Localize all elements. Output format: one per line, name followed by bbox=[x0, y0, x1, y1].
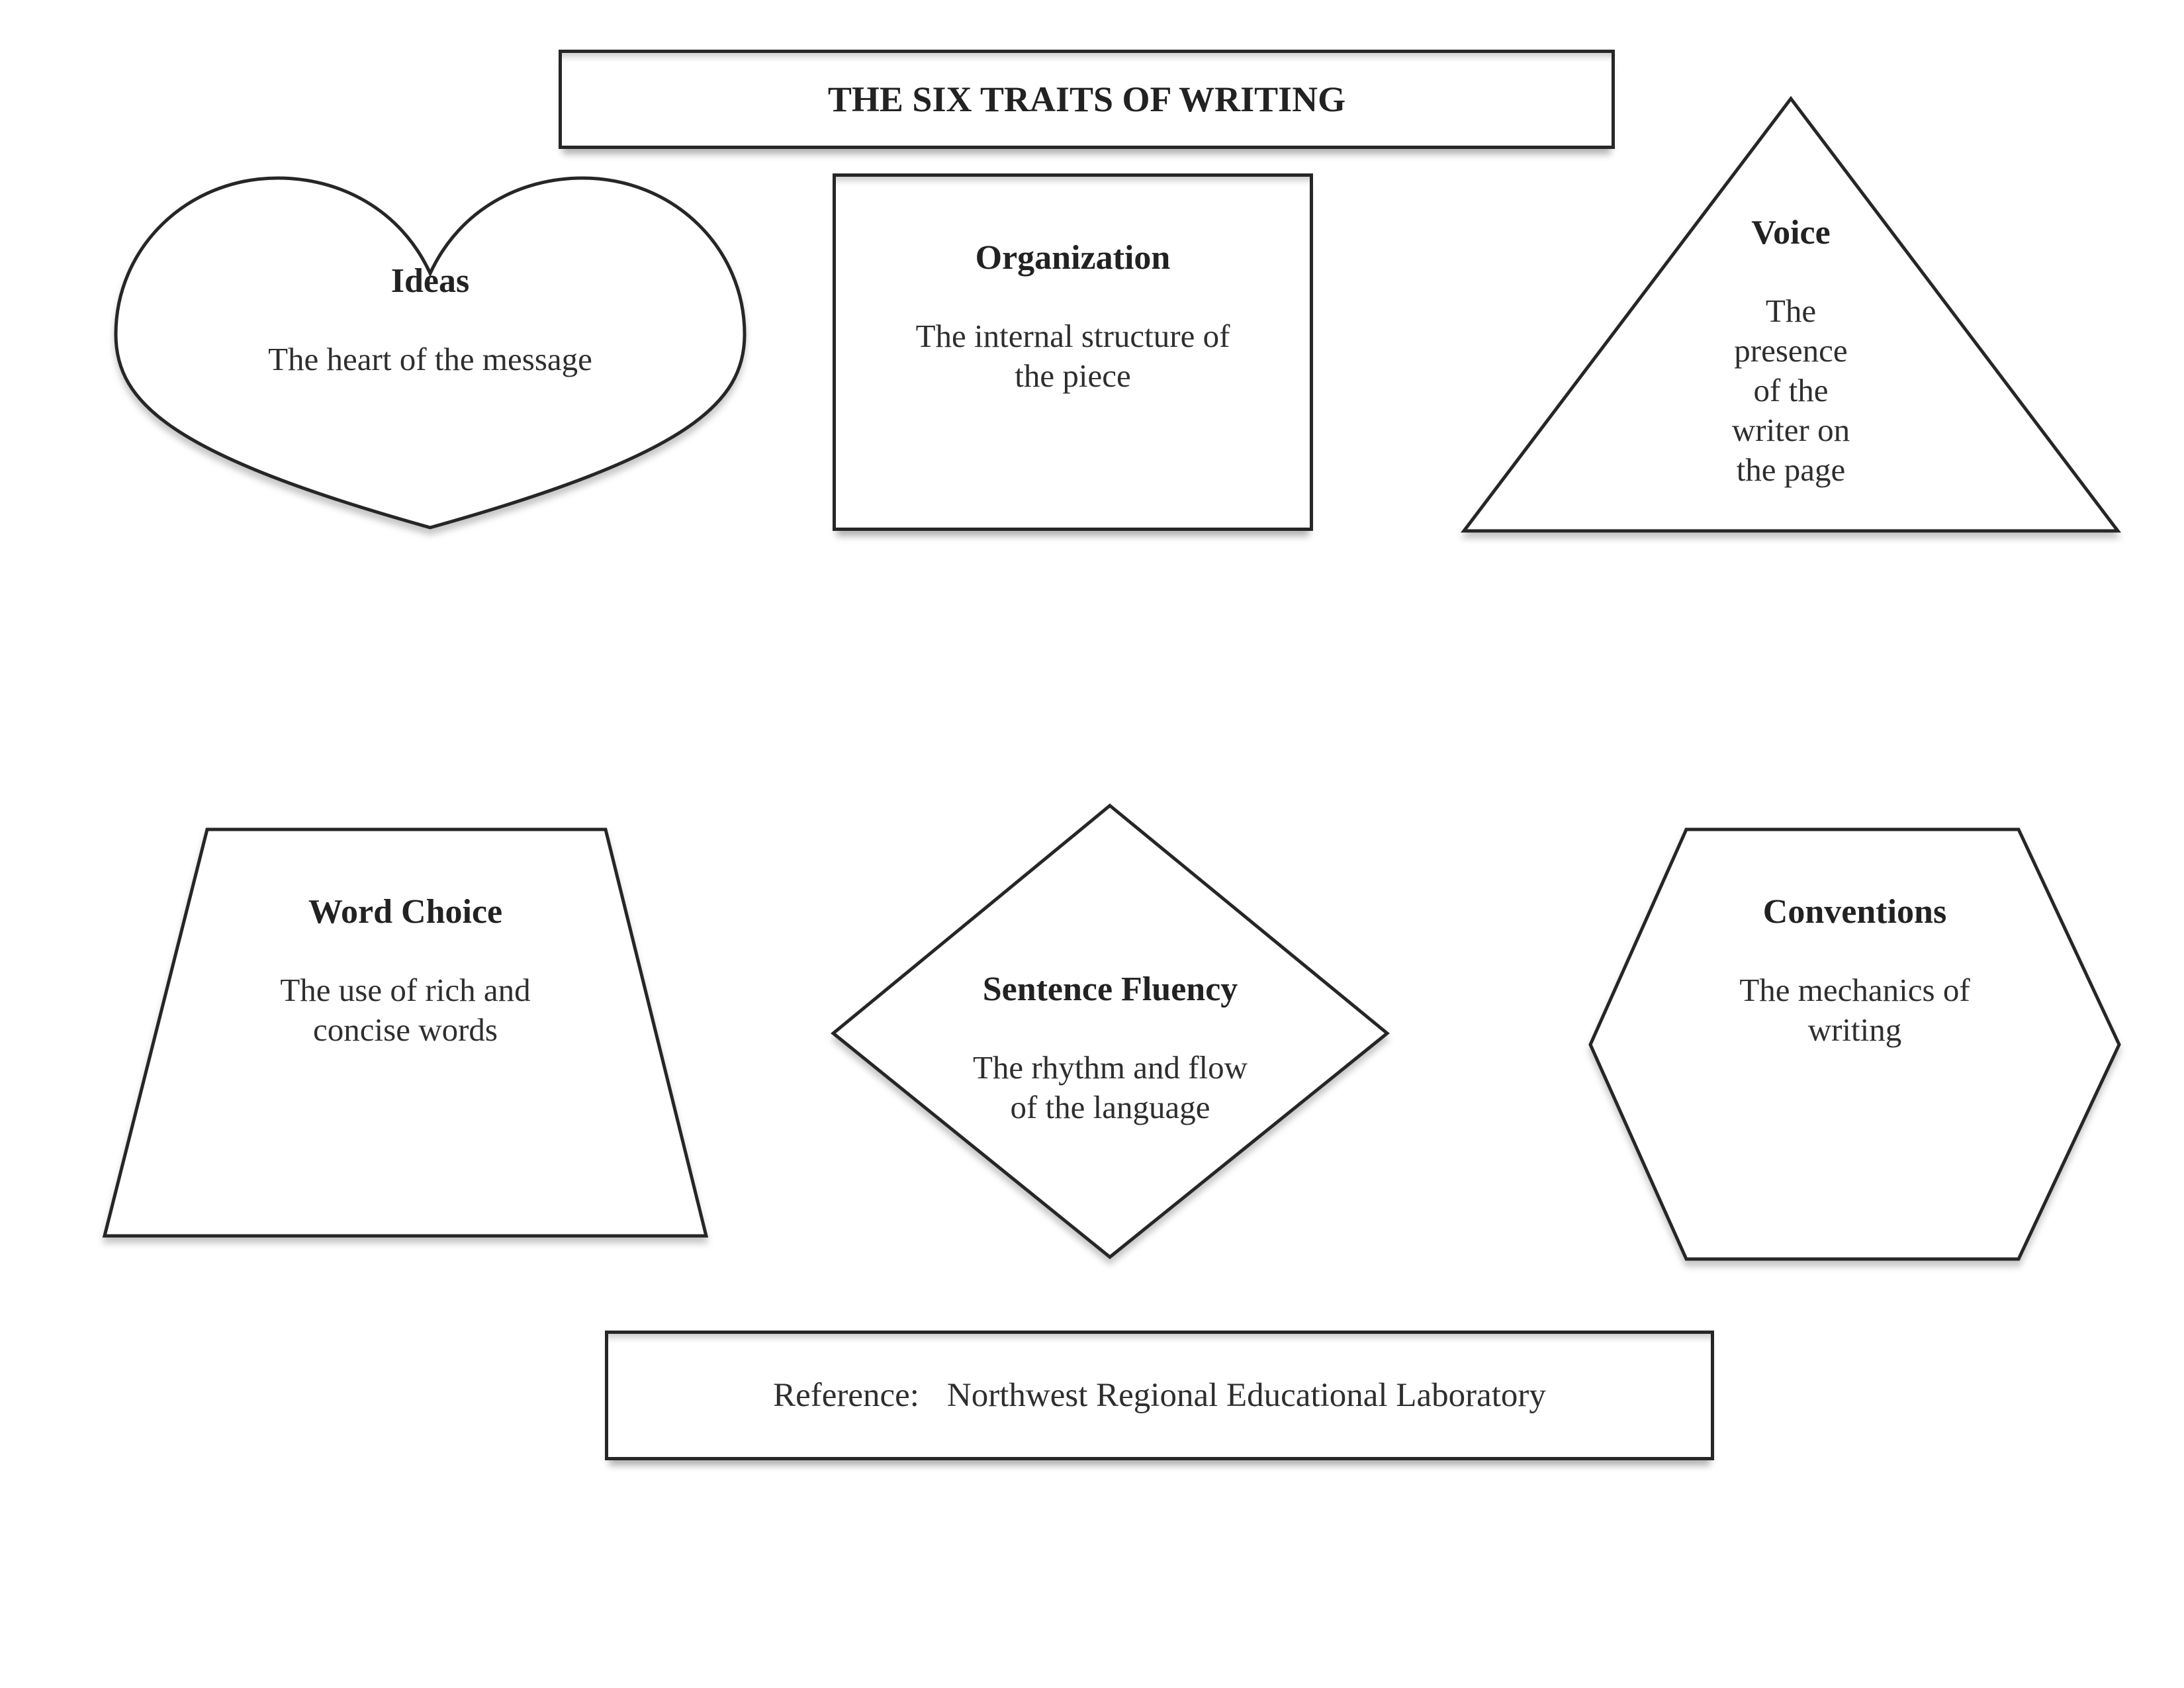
trait-organization-heading: Organization bbox=[975, 239, 1171, 277]
reference-source: Northwest Regional Educational Laboratory bbox=[946, 1377, 1546, 1414]
trait-sentence-fluency-line-2: of the language bbox=[1010, 1089, 1210, 1125]
reference-line bbox=[773, 1376, 1546, 1415]
trait-sentence-fluency bbox=[831, 803, 1390, 1260]
trait-ideas-heading: Ideas bbox=[390, 262, 470, 300]
trait-sentence-fluency-heading: Sentence Fluency bbox=[982, 970, 1238, 1008]
trait-word-choice-line-1: The use of rich and bbox=[280, 972, 531, 1008]
trait-conventions bbox=[1588, 827, 2121, 1261]
trait-conventions-description bbox=[1588, 970, 2121, 1050]
reference-label: Reference: bbox=[773, 1377, 919, 1414]
trait-organization-line-1: The internal structure of bbox=[915, 318, 1230, 354]
trait-voice-line-2: presence bbox=[1734, 332, 1848, 369]
trait-voice-description bbox=[1460, 291, 2122, 490]
reference-box bbox=[605, 1331, 1714, 1460]
trait-voice-heading: Voice bbox=[1751, 214, 1831, 252]
trait-organization-description bbox=[836, 316, 1310, 396]
page-title: THE SIX TRAITS OF WRITING bbox=[827, 79, 1346, 119]
trait-ideas bbox=[99, 174, 761, 532]
trait-voice-line-5: the page bbox=[1736, 451, 1846, 488]
trait-voice bbox=[1460, 95, 2122, 535]
trait-sentence-fluency-description bbox=[831, 1048, 1390, 1127]
trait-word-choice-heading: Word Choice bbox=[308, 893, 503, 931]
title-banner bbox=[559, 50, 1615, 149]
trait-conventions-line-1: The mechanics of bbox=[1739, 972, 1970, 1008]
trait-conventions-line-2: writing bbox=[1807, 1011, 1902, 1048]
trait-voice-line-3: of the bbox=[1753, 372, 1829, 408]
trait-ideas-description bbox=[99, 340, 761, 379]
trait-organization bbox=[833, 173, 1313, 531]
trait-conventions-heading: Conventions bbox=[1762, 893, 1947, 931]
trait-word-choice-line-2: concise words bbox=[313, 1011, 498, 1048]
trait-voice-line-1: The bbox=[1765, 293, 1817, 329]
trait-ideas-line-1: The heart of the message bbox=[268, 341, 592, 377]
trait-word-choice bbox=[103, 827, 708, 1238]
trait-voice-line-4: writer on bbox=[1731, 412, 1850, 448]
trait-sentence-fluency-line-1: The rhythm and flow bbox=[972, 1049, 1248, 1086]
trait-word-choice-description bbox=[103, 970, 708, 1050]
trait-organization-line-2: the piece bbox=[1015, 357, 1131, 394]
